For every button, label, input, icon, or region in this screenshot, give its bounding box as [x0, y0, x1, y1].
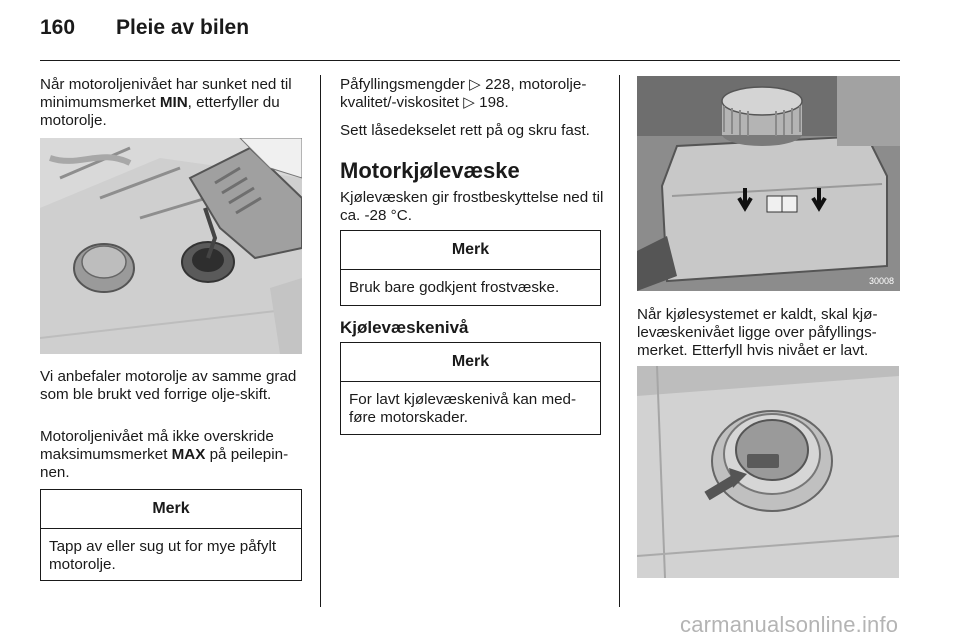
note-box-coolant-level [340, 342, 601, 435]
oil-filling-illustration [40, 138, 302, 354]
column-divider-right [619, 75, 620, 607]
sub-heading: Kjølevæskenivå [340, 318, 469, 337]
text: , motorolje-kvalitet/-viskositet [340, 76, 587, 111]
ref-arrow-icon: ▷ [469, 76, 481, 93]
note-body: Bruk bare godkjent frostvæske. [349, 279, 560, 296]
text: Når motoroljenivået har sunket ned til minimumsmerket [40, 76, 292, 111]
page-number: 160 [40, 16, 76, 39]
note-body: Tapp av eller sug ut for mye påfylt motorolje. [49, 538, 277, 573]
middle-frost-paragraph [340, 189, 610, 225]
page-ref-link[interactable]: 198 [479, 94, 505, 111]
middle-quantities-paragraph [340, 76, 605, 112]
ref-arrow-icon: ▷ [463, 94, 475, 111]
left-max-paragraph [40, 428, 305, 482]
text: Motoroljenivået må ikke overskride maksimumsmerket [40, 428, 274, 463]
left-recommend-paragraph [40, 368, 305, 404]
max-mark: MAX [171, 446, 206, 463]
note-body: For lavt kjølevæskenivå kan med-føre motorskader. [349, 391, 577, 426]
text: Påfyllingsmengder [340, 76, 470, 93]
note-title: Merk [41, 490, 301, 529]
watermark: carmanualsonline.info [680, 612, 899, 637]
text: Sett låsedekselet rett på og skru fast. [340, 122, 590, 139]
text: . [504, 94, 509, 111]
text: på peilepin-nen. [40, 446, 289, 481]
note-box-oil [40, 489, 302, 581]
text: Vi anbefaler motorolje av samme grad som ble brukt ved forrige olje-skift. [40, 368, 297, 403]
note-title: Merk [341, 343, 600, 382]
chapter-title: Pleie av bilen [116, 16, 250, 39]
column-divider-left [320, 75, 321, 607]
note-box-antifreeze [340, 230, 601, 306]
min-mark: MIN [159, 94, 188, 111]
text: Når kjølesystemet er kaldt, skal kjø-levæskenivået ligge over påfyllings-merket. Etterfyll hvis nivået er lavt. [637, 306, 878, 359]
coolant-fill-mark-illustration [637, 366, 899, 578]
left-intro-paragraph [40, 76, 305, 130]
middle-cap-paragraph [340, 122, 610, 140]
header-rule [40, 60, 900, 61]
coolant-reservoir-illustration [637, 76, 900, 291]
page-ref-link[interactable]: 228 [485, 76, 511, 93]
text: , etterfyller du motorolje. [40, 94, 280, 129]
note-title: Merk [341, 231, 600, 270]
right-coolant-paragraph [637, 306, 902, 360]
image-code: 30008 [869, 276, 895, 286]
text: Kjølevæsken gir frostbeskyttelse ned til ca. -28 °C. [340, 189, 604, 224]
section-heading: Motorkjølevæske [340, 158, 520, 183]
